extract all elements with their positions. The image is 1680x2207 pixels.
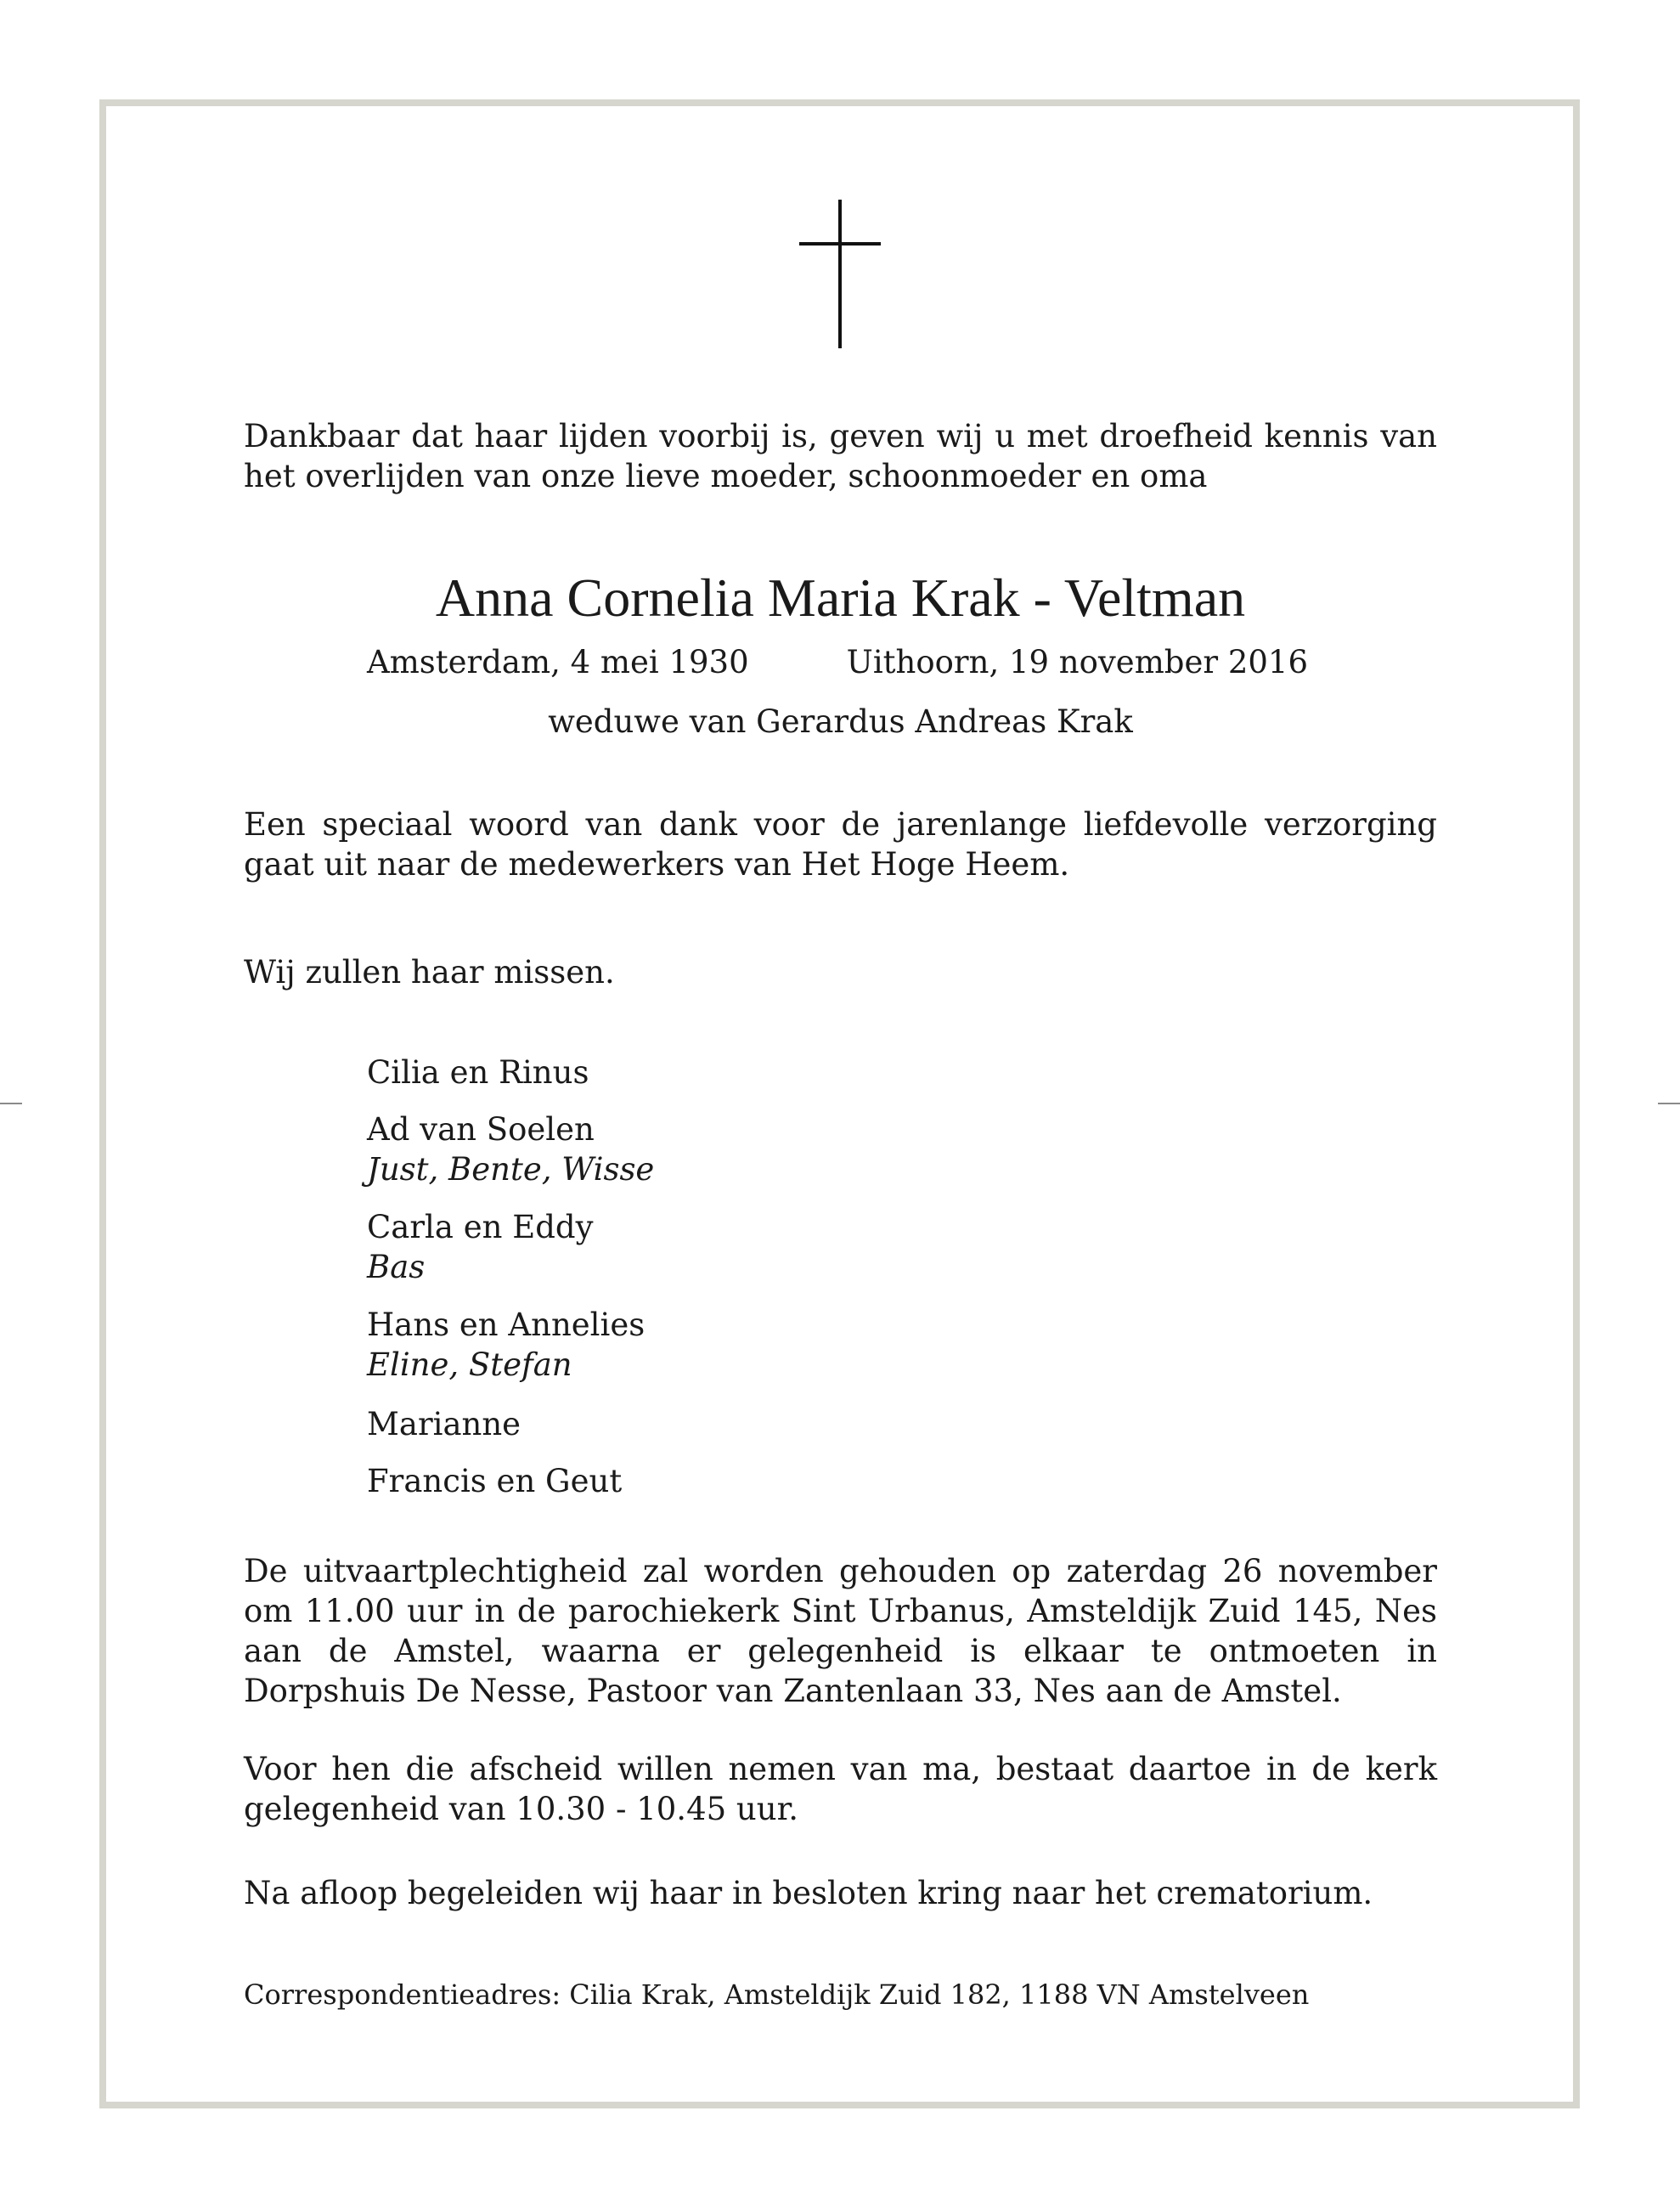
family-entry xyxy=(367,1305,1131,1385)
correspondence-address: Correspondentieadres: Cilia Krak, Amsteldijk Zuid 182, 1188 VN Amstelveen xyxy=(244,1978,1310,2011)
ceremony-text: De uitvaartplechtigheid zal worden gehouden op zaterdag 26 november om 11.00 uur in de parochiekerk Sint Urbanus, Amsteldijk Zuid 145, Nes aan de Amstel, waarna er gelegenheid is elkaar te ontmoeten in Dorpshuis De Nesse, Pastoor van Zantenlaan 33, Nes aan de Amstel. xyxy=(244,1553,1437,1709)
deceased-name: Anna Cornelia Maria Krak - Veltman xyxy=(435,567,1246,628)
family-names: Carla en Eddy xyxy=(367,1209,594,1245)
cross-vertical-bar xyxy=(838,200,842,348)
family-entry xyxy=(367,1404,1131,1444)
miss-text: Wij zullen haar missen. xyxy=(244,954,615,991)
family-entry xyxy=(367,1461,1131,1501)
death-date: Uithoorn, 19 november 2016 xyxy=(846,644,1308,680)
cremation-text: Na afloop begeleiden wij haar in besloten kring naar het crematorium. xyxy=(244,1875,1373,1911)
cross-icon xyxy=(799,200,881,348)
intro-text: Dankbaar dat haar lijden voorbij is, geven wij u met droefheid kennis van het overlijden van onze lieve moeder, schoonmoeder en oma xyxy=(244,418,1437,494)
farewell-text: Voor hen die afscheid willen nemen van ma, bestaat daartoe in de kerk gelegenheid van 10.30 - 10.45 uur. xyxy=(244,1751,1437,1827)
family-entry xyxy=(367,1109,1131,1189)
family-grandchildren: Bas xyxy=(367,1249,426,1285)
family-names: Marianne xyxy=(367,1406,521,1442)
family-entry xyxy=(367,1053,1131,1092)
trim-mark-left xyxy=(0,1103,22,1104)
thanks-text: Een speciaal woord van dank voor de jarenlange liefdevolle verzorging gaat uit naar de medewerkers van Het Hoge Heem. xyxy=(244,806,1437,883)
birth-date: Amsterdam, 4 mei 1930 xyxy=(367,644,749,680)
family-grandchildren: Just, Bente, Wisse xyxy=(367,1151,655,1188)
family-grandchildren: Eline, Stefan xyxy=(367,1346,572,1383)
cross-horizontal-bar xyxy=(799,242,881,246)
family-entry xyxy=(367,1207,1131,1287)
widow-of: weduwe van Gerardus Andreas Krak xyxy=(548,703,1133,740)
trim-mark-right xyxy=(1658,1103,1680,1104)
family-names: Hans en Annelies xyxy=(367,1307,646,1343)
family-names: Francis en Geut xyxy=(367,1463,623,1499)
family-names: Ad van Soelen xyxy=(367,1111,595,1148)
family-names: Cilia en Rinus xyxy=(367,1054,589,1091)
